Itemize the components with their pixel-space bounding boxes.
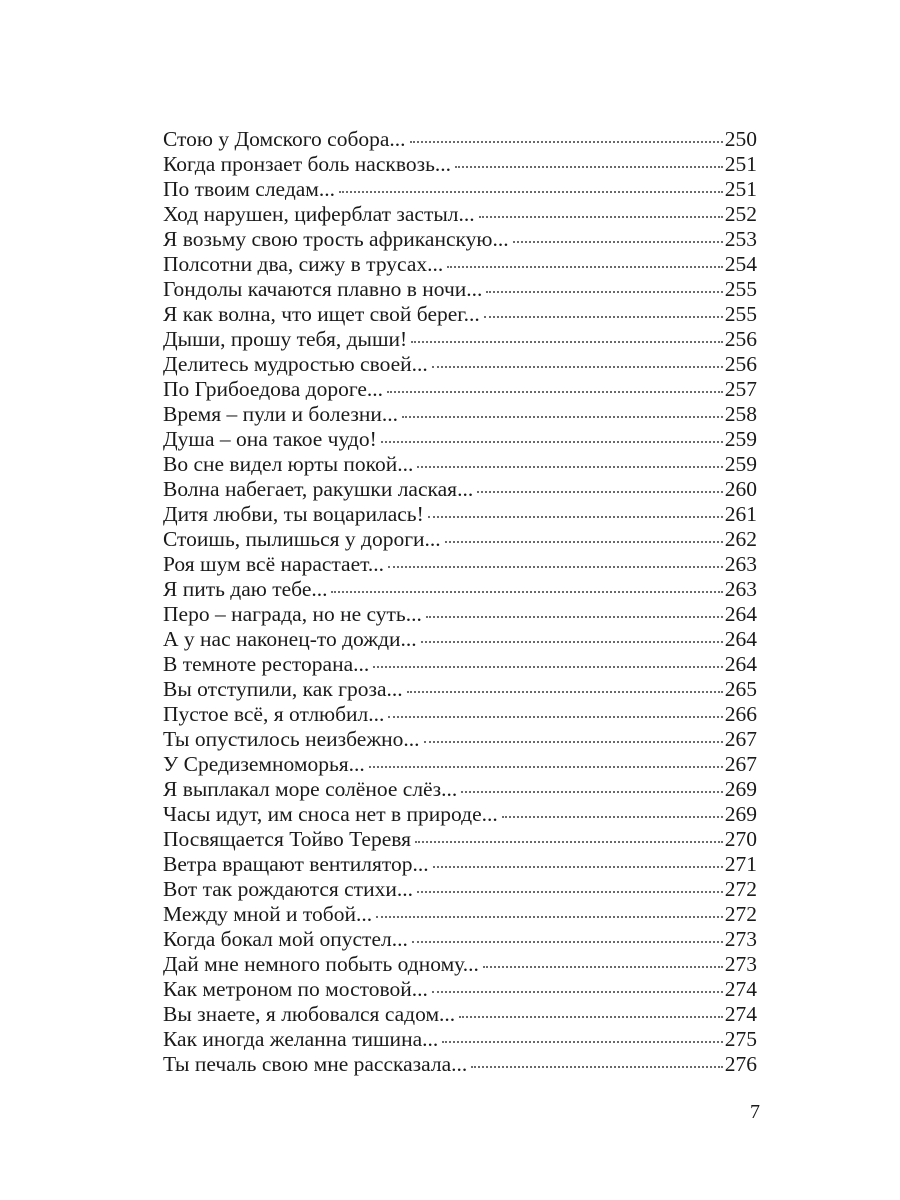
toc-entry-title: Ты опустилось неизбежно... <box>163 727 420 751</box>
dot-leader <box>445 541 723 543</box>
toc-entry <box>163 402 757 427</box>
dot-leader <box>432 991 723 993</box>
dot-leader <box>373 666 723 668</box>
toc-entry-title: Дитя любви, ты воцарилась! <box>163 502 424 526</box>
toc-entry-page: 255 <box>724 302 757 326</box>
toc-entry <box>163 952 757 977</box>
dot-leader <box>471 1066 722 1068</box>
toc-entry-page: 272 <box>724 902 757 926</box>
toc-entry <box>163 352 757 377</box>
toc-entry <box>163 802 757 827</box>
toc-entry-title: Вы отступили, как гроза... <box>163 677 403 701</box>
dot-leader <box>513 241 723 243</box>
toc-entry-page: 259 <box>724 452 757 476</box>
toc-entry-title: Полсотни два, сижу в трусах... <box>163 252 444 276</box>
toc-entry <box>163 1027 757 1052</box>
toc-entry-title: Перо – награда, но не суть... <box>163 602 422 626</box>
dot-leader <box>502 816 723 818</box>
dot-leader <box>421 641 723 643</box>
toc-entry <box>163 602 757 627</box>
toc-entry <box>163 552 757 577</box>
toc-entry-title: По твоим следам... <box>163 177 336 201</box>
toc-entry <box>163 377 757 402</box>
toc-entry-title: Делитесь мудростью своей... <box>163 352 428 376</box>
dot-leader <box>455 166 723 168</box>
dot-leader <box>442 1041 723 1043</box>
toc-entry-page: 267 <box>724 727 757 751</box>
toc-entry <box>163 252 757 277</box>
dot-leader <box>477 491 723 493</box>
toc-entry <box>163 927 757 952</box>
toc-entry-title: Роя шум всё нарастает... <box>163 552 385 576</box>
toc-entry-page: 250 <box>724 127 757 151</box>
toc-entry-page: 270 <box>724 827 757 851</box>
dot-leader <box>417 891 723 893</box>
toc-entry <box>163 902 757 927</box>
toc-entry <box>163 127 757 152</box>
toc-entry <box>163 177 757 202</box>
dot-leader <box>388 716 722 718</box>
toc-entry <box>163 677 757 702</box>
toc-entry-page: 273 <box>724 927 757 951</box>
toc-entry-page: 264 <box>724 627 757 651</box>
dot-leader <box>461 791 723 793</box>
dot-leader <box>339 191 723 193</box>
dot-leader <box>424 741 723 743</box>
toc-entry-page: 257 <box>724 377 757 401</box>
toc-entry-title: Посвящается Тойво Теревя <box>163 827 412 851</box>
toc-entry-title: Вы знаете, я любовался садом... <box>163 1002 456 1026</box>
toc-entry-title: Ты печаль свою мне рассказала... <box>163 1052 468 1076</box>
toc-entry-page: 269 <box>724 802 757 826</box>
toc-entry <box>163 277 757 302</box>
toc-entry <box>163 452 757 477</box>
dot-leader <box>417 466 722 468</box>
toc-entry-title: У Средиземноморья... <box>163 752 365 776</box>
dot-leader <box>412 941 723 943</box>
toc-entry-title: В темноте ресторана... <box>163 652 370 676</box>
toc-entry-page: 273 <box>724 952 757 976</box>
toc-entry <box>163 1052 757 1077</box>
toc-entry <box>163 477 757 502</box>
toc-entry <box>163 527 757 552</box>
toc-entry <box>163 152 757 177</box>
toc-entry-title: А у нас наконец-то дожди... <box>163 627 417 651</box>
toc-entry-page: 258 <box>724 402 757 426</box>
dot-leader <box>407 691 723 693</box>
toc-entry-title: Во сне видел юрты покой... <box>163 452 414 476</box>
toc-entry <box>163 227 757 252</box>
dot-leader <box>447 266 722 268</box>
toc-entry <box>163 752 757 777</box>
toc-entry-page: 262 <box>724 527 757 551</box>
toc-entry-title: Я выплакал море солёное слёз... <box>163 777 458 801</box>
toc-entry-page: 266 <box>724 702 757 726</box>
dot-leader <box>428 516 723 518</box>
toc-entry-page: 259 <box>724 427 757 451</box>
toc-entry-title: Время – пули и болезни... <box>163 402 398 426</box>
dot-leader <box>479 216 723 218</box>
toc-entry-title: Я как волна, что ищет свой берег... <box>163 302 480 326</box>
toc-entry-page: 261 <box>724 502 757 526</box>
toc-entry <box>163 652 757 677</box>
toc-entry-page: 272 <box>724 877 757 901</box>
toc-entry-title: Стоишь, пылишься у дороги... <box>163 527 441 551</box>
toc-entry-page: 275 <box>724 1027 757 1051</box>
toc-entry <box>163 202 757 227</box>
page-number: 7 <box>750 1101 760 1123</box>
dot-leader <box>381 441 723 443</box>
toc-entry-page: 264 <box>724 602 757 626</box>
toc-entry-page: 252 <box>724 202 757 226</box>
toc-entry-page: 254 <box>724 252 757 276</box>
toc-entry <box>163 1002 757 1027</box>
toc-entry-page: 271 <box>724 852 757 876</box>
toc-entry-page: 260 <box>724 477 757 501</box>
dot-leader <box>376 916 723 918</box>
toc-entry-page: 276 <box>724 1052 757 1076</box>
toc-entry-title: Стою у Домского собора... <box>163 127 406 151</box>
toc-entry <box>163 577 757 602</box>
dot-leader <box>415 841 723 843</box>
toc-entry-title: Часы идут, им сноса нет в природе... <box>163 802 498 826</box>
toc-entry <box>163 302 757 327</box>
toc-entry <box>163 327 757 352</box>
toc-entry-page: 263 <box>724 577 757 601</box>
dot-leader <box>483 966 723 968</box>
toc-entry-title: Я пить даю тебе... <box>163 577 328 601</box>
toc-entry-page: 263 <box>724 552 757 576</box>
dot-leader <box>426 616 723 618</box>
toc-entry-title: Как метроном по мостовой... <box>163 977 428 1001</box>
dot-leader <box>411 341 723 343</box>
toc-entry <box>163 827 757 852</box>
toc-entry <box>163 727 757 752</box>
toc-entry-title: Как иногда желанна тишина... <box>163 1027 439 1051</box>
toc-entry <box>163 852 757 877</box>
toc-entry-title: По Грибоедова дороге... <box>163 377 384 401</box>
toc-entry <box>163 977 757 1002</box>
toc-entry-page: 255 <box>724 277 757 301</box>
toc-entry-page: 251 <box>724 177 757 201</box>
toc-entry <box>163 877 757 902</box>
toc-entry <box>163 502 757 527</box>
toc-entry-title: Ветра вращают вентилятор... <box>163 852 429 876</box>
dot-leader <box>433 866 723 868</box>
dot-leader <box>387 391 723 393</box>
toc-entry-page: 267 <box>724 752 757 776</box>
dot-leader <box>402 416 723 418</box>
dot-leader <box>459 1016 723 1018</box>
toc-entry-title: Дай мне немного побыть одному... <box>163 952 479 976</box>
toc-entry-title: Между мной и тобой... <box>163 902 373 926</box>
dot-leader <box>331 591 722 593</box>
toc-entry-page: 256 <box>724 327 757 351</box>
toc-entry-page: 265 <box>724 677 757 701</box>
toc-entry-page: 274 <box>724 1002 757 1026</box>
toc-entry-page: 264 <box>724 652 757 676</box>
toc-entry <box>163 777 757 802</box>
toc-entry-page: 274 <box>724 977 757 1001</box>
toc-entry-page: 256 <box>724 352 757 376</box>
toc-entry-title: Ход нарушен, циферблат застыл... <box>163 202 475 226</box>
toc-entry-title: Когда пронзает боль насквозь... <box>163 152 452 176</box>
toc-entry-title: Я возьму свою трость африканскую... <box>163 227 509 251</box>
toc-entry-title: Когда бокал мой опустел... <box>163 927 408 951</box>
dot-leader <box>432 366 723 368</box>
toc-entry-title: Гондолы качаются плавно в ночи... <box>163 277 483 301</box>
dot-leader <box>486 291 722 293</box>
table-of-contents <box>163 127 757 1077</box>
toc-entry-title: Дыши, прошу тебя, дыши! <box>163 327 408 351</box>
toc-entry <box>163 627 757 652</box>
dot-leader <box>388 566 723 568</box>
toc-entry-page: 253 <box>724 227 757 251</box>
dot-leader <box>484 316 723 318</box>
toc-entry-title: Пустое всё, я отлюбил... <box>163 702 385 726</box>
toc-entry <box>163 427 757 452</box>
toc-entry-page: 269 <box>724 777 757 801</box>
dot-leader <box>369 766 723 768</box>
toc-entry-title: Душа – она такое чудо! <box>163 427 377 451</box>
toc-entry-title: Волна набегает, ракушки лаская... <box>163 477 474 501</box>
toc-entry <box>163 702 757 727</box>
dot-leader <box>410 141 723 143</box>
toc-entry-title: Вот так рождаются стихи... <box>163 877 413 901</box>
toc-entry-page: 251 <box>724 152 757 176</box>
